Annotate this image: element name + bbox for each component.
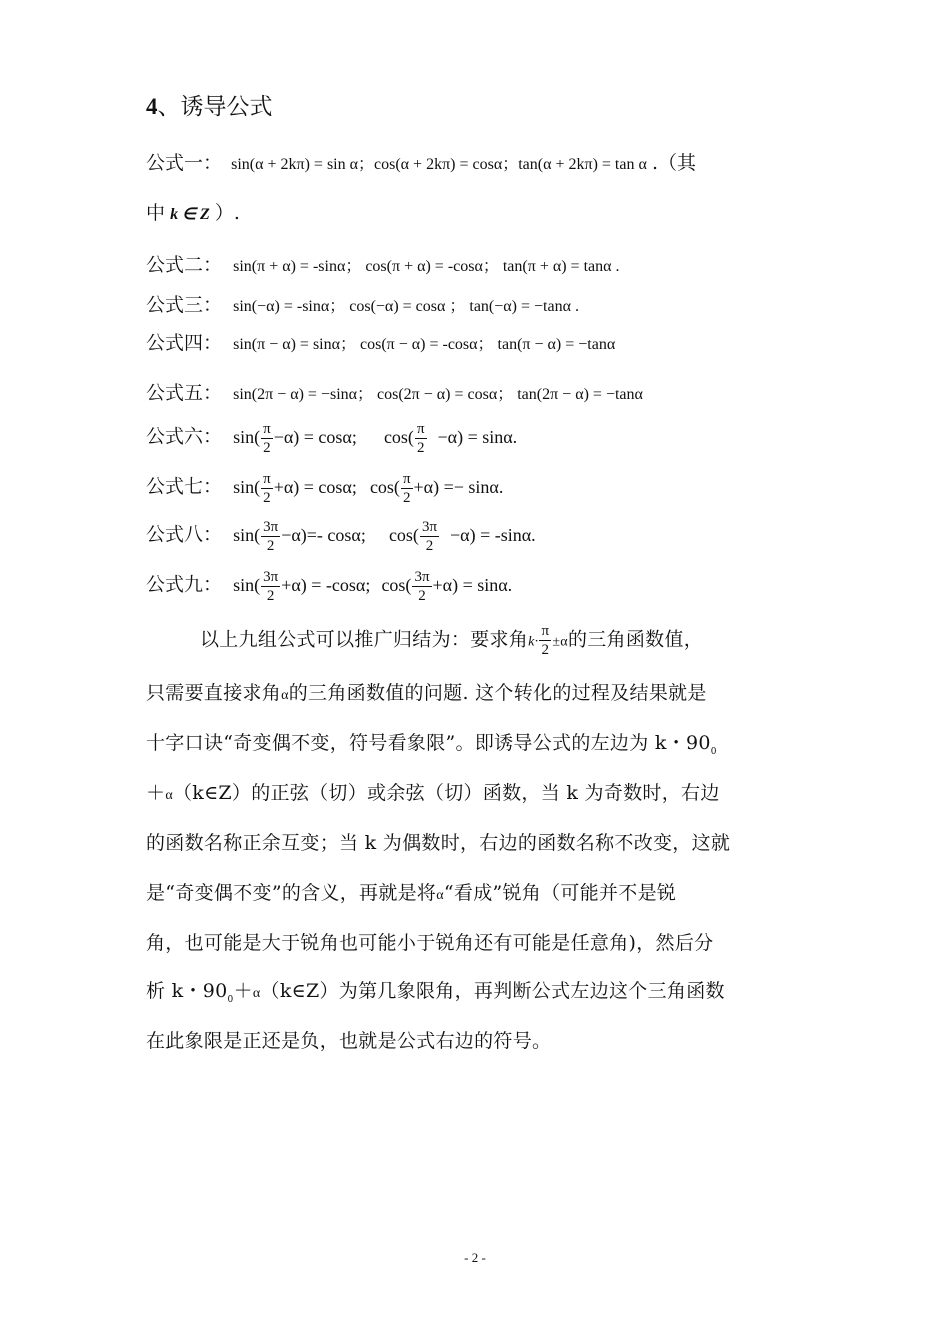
formula-9	[146, 568, 512, 605]
formula-6	[146, 420, 517, 457]
paragraph-line-2: 只需要直接求角α的三角函数值的问题. 这个转化的过程及结果就是	[146, 682, 707, 704]
formula-8	[146, 518, 536, 555]
paragraph-line-7: 角，也可能是大于锐角也可能小于锐角还有可能是任意角)，然后分	[146, 932, 714, 954]
fraction-3pi-over-2: $\frac{3\pi}{2}$	[263, 519, 279, 554]
formula-8-sin: sin( $\frac{3\pi}{2}$ −α)=- cosα;	[233, 519, 366, 554]
section-separator: 、	[157, 94, 181, 120]
paragraph-line-1: 以上九组公式可以推广归结为：要求角k· $\frac{\pi}{2}$ ±α的三角函数值，	[200, 623, 704, 658]
formula-6-sin: sin( $\frac{\pi}{2}$ −α) = cosα;	[233, 421, 357, 456]
paragraph-line-5: 的函数名称正余互变；当 k 为偶数时，右边的函数名称不改变，这就	[146, 832, 731, 854]
formula-7-cos: cos( $\frac{\pi}{2}$ +α) =− sinα.	[369, 471, 504, 506]
formula-3	[146, 290, 579, 317]
formula-5-label: 公式五：	[146, 382, 223, 404]
formula-5	[146, 378, 643, 405]
formula-7-sin: sin( $\frac{\pi}{2}$ +α) = cosα;	[233, 471, 357, 506]
formula-3-label: 公式三：	[146, 294, 223, 316]
formula-2-expression: sin(π + α) = -sinα； cos(π + α) = -cosα； tan(π + α) = tanα .	[233, 258, 620, 275]
fraction-pi-over-2: $\frac{\pi}{2}$	[263, 421, 271, 456]
formula-3-expression: sin(−α) = -sinα； cos(−α) = cosα ； tan(−α) = −tanα .	[233, 298, 579, 315]
formula-4-label: 公式四：	[146, 332, 223, 354]
fraction-pi-over-2: $\frac{\pi}{2}$	[541, 623, 550, 658]
section-heading	[146, 88, 273, 121]
fraction-pi-over-2: $\frac{\pi}{2}$	[416, 421, 425, 456]
formula-1-cont-prefix: 中	[146, 202, 166, 224]
fraction-pi-over-2: $\frac{\pi}{2}$	[263, 471, 271, 506]
formula-9-label: 公式九：	[146, 573, 223, 596]
paragraph-line-4: ＋α（k∈Z）的正弦（切）或余弦（切）函数，当 k 为奇数时，右边	[146, 782, 720, 804]
formula-7-label: 公式七：	[146, 475, 223, 498]
formula-8-label: 公式八：	[146, 523, 223, 546]
section-title: 诱导公式	[180, 94, 273, 120]
formula-6-cos: cos( $\frac{\pi}{2}$ −α) = sinα.	[383, 421, 518, 456]
formula-1-continuation	[146, 198, 240, 225]
formula-1-cont-suffix: ）.	[214, 202, 240, 224]
section-number: 4	[146, 94, 158, 119]
fraction-3pi-over-2: $\frac{3\pi}{2}$	[421, 519, 438, 554]
paragraph-line-9: 在此象限是正还是负，也就是公式右边的符号。	[146, 1030, 552, 1052]
formula-1-label: 公式一：	[146, 152, 223, 174]
fraction-3pi-over-2: $\frac{3\pi}{2}$	[263, 569, 279, 604]
formula-1-tail: .（其	[651, 152, 696, 174]
formula-9-sin: sin( $\frac{3\pi}{2}$ +α) = -cosα;	[233, 569, 371, 604]
formula-7	[146, 470, 503, 507]
formula-5-expression: sin(2π − α) = −sinα； cos(2π − α) = cosα； tan(2π − α) = −tanα	[233, 386, 643, 403]
formula-1	[146, 148, 696, 175]
formula-4-expression: sin(π − α) = sinα； cos(π − α) = -cosα； tan(π − α) = −tanα	[233, 336, 616, 353]
formula-6-label: 公式六：	[146, 425, 223, 448]
formula-4	[146, 328, 615, 355]
fraction-pi-over-2: $\frac{\pi}{2}$	[402, 471, 411, 506]
formula-8-cos: cos( $\frac{3\pi}{2}$ −α) = -sinα.	[388, 519, 536, 554]
formula-1-expression: sin(α + 2kπ) = sin α；cos(α + 2kπ) = cosα；tan(α + 2kπ) = tan α	[231, 156, 647, 173]
paragraph-line-3: 十字口诀“奇变偶不变，符号看象限”。即诱导公式的左边为 k・$90_0$	[146, 732, 717, 757]
paragraph-line-6: 是“奇变偶不变”的含义，再就是将α“看成”锐角（可能并不是锐	[146, 882, 677, 904]
formula-1-cont-math: k ∈ Z	[170, 206, 210, 223]
formula-2-label: 公式二：	[146, 254, 223, 276]
page-number: - 2 -	[464, 1250, 486, 1265]
paragraph-line-8: 析 k・$90_0+\alpha(k\in Z)$为第几象限角，再判断公式左边这个三角函数	[146, 980, 725, 1005]
formula-2	[146, 250, 620, 277]
fraction-3pi-over-2: $\frac{3\pi}{2}$	[414, 569, 430, 604]
formula-9-cos: cos( $\frac{3\pi}{2}$ +α) = sinα.	[381, 569, 513, 604]
